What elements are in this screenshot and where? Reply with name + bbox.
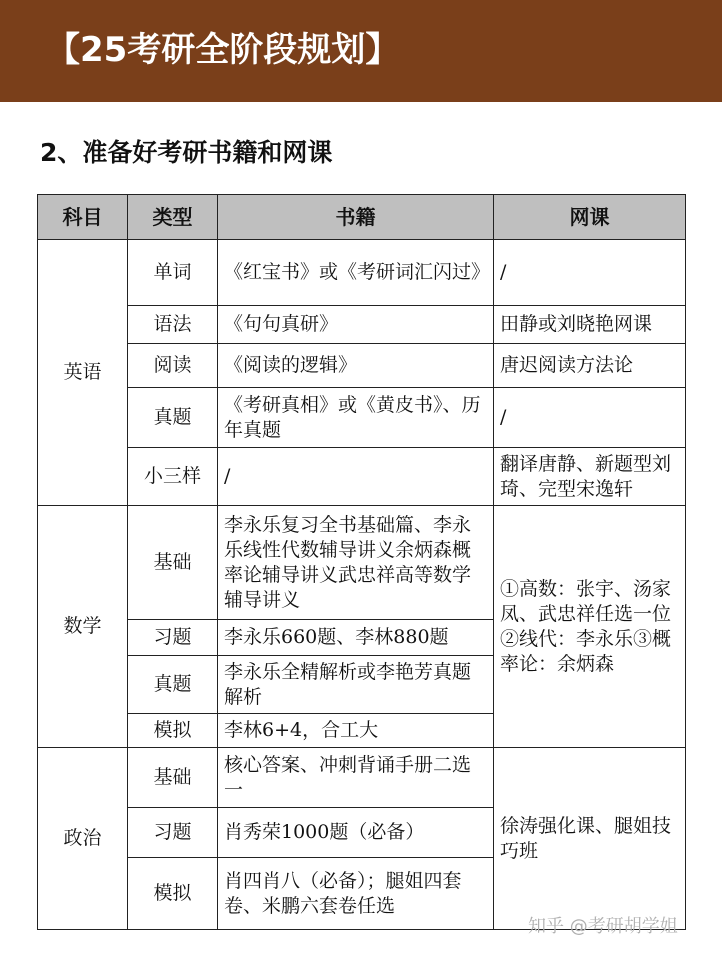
type-cell: 基础 [128,506,218,620]
table-row [38,748,686,808]
books-cell: 李永乐全精解析或李艳芳真题解析 [218,656,494,714]
courses-cell: 唐迟阅读方法论 [494,344,686,388]
type-cell: 习题 [128,620,218,656]
books-cell: 《句句真研》 [218,306,494,344]
table-row [38,506,686,620]
type-cell: 语法 [128,306,218,344]
courses-cell: / [494,388,686,448]
type-cell: 模拟 [128,714,218,748]
banner-title: 【25考研全阶段规划】 [46,30,400,70]
books-cell: 肖四肖八（必备）；腿姐四套卷、米鹏六套卷任选 [218,858,494,930]
books-cell: / [218,448,494,506]
table-row [38,344,686,388]
books-cell: 《考研真相》或《黄皮书》、历年真题 [218,388,494,448]
type-cell: 基础 [128,748,218,808]
books-cell: 《阅读的逻辑》 [218,344,494,388]
books-cell: 李永乐660题、李林880题 [218,620,494,656]
books-cell: 李永乐复习全书基础篇、李永乐线性代数辅导讲义余炳森概率论辅导讲义武忠祥高等数学辅导讲义 [218,506,494,620]
books-cell: 李林6+4，合工大 [218,714,494,748]
watermark: 知乎 @考研胡学姐 [528,916,678,937]
table-header-row [38,195,686,240]
politics-courses-cell: 徐涛强化课、腿姐技巧班 [494,748,686,930]
courses-cell: 田静或刘晓艳网课 [494,306,686,344]
type-cell: 真题 [128,656,218,714]
header-courses: 网课 [494,195,686,240]
type-cell: 阅读 [128,344,218,388]
type-cell: 模拟 [128,858,218,930]
header-subject: 科目 [38,195,128,240]
books-cell: 《红宝书》或《考研词汇闪过》 [218,240,494,306]
books-cell: 核心答案、冲刺背诵手册二选一 [218,748,494,808]
math-courses-cell: ①高数：张宇、汤家凤、武忠祥任选一位②线代：李永乐③概率论：余炳森 [494,506,686,748]
table-row [38,448,686,506]
courses-cell: 翻译唐静、新题型刘琦、完型宋逸轩 [494,448,686,506]
books-cell: 肖秀荣1000题（必备） [218,808,494,858]
table-row [38,306,686,344]
books-courses-table [37,194,686,930]
header-type: 类型 [128,195,218,240]
subject-math: 数学 [38,506,128,748]
type-cell: 小三样 [128,448,218,506]
table-row [38,388,686,448]
table-row [38,240,686,306]
type-cell: 单词 [128,240,218,306]
courses-cell: / [494,240,686,306]
type-cell: 习题 [128,808,218,858]
subject-english: 英语 [38,240,128,506]
header-books: 书籍 [218,195,494,240]
type-cell: 真题 [128,388,218,448]
section-heading: 2、准备好考研书籍和网课 [40,138,333,167]
title-banner [0,0,722,102]
subject-politics: 政治 [38,748,128,930]
